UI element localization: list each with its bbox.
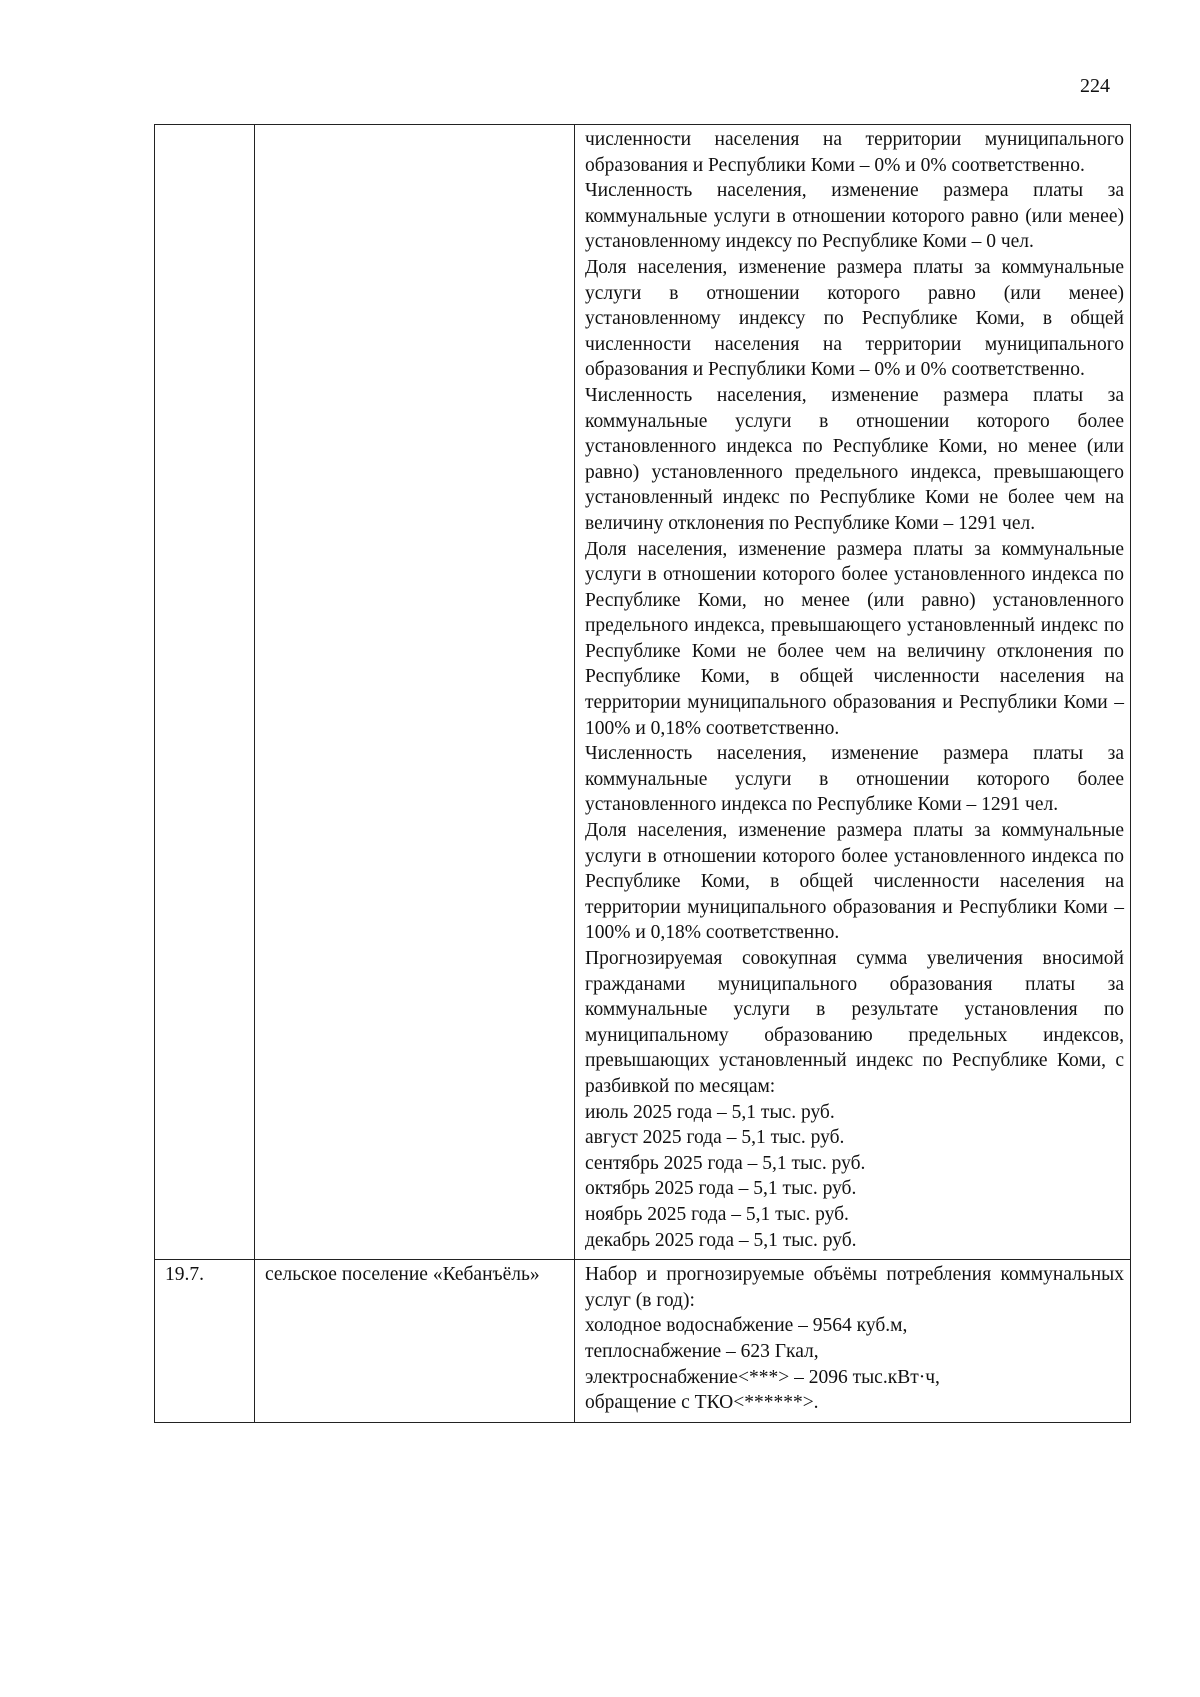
row-number: 19.7. xyxy=(165,1264,204,1286)
description-cell xyxy=(575,125,1131,1260)
description-paragraph: Численность населения, изменение размера платы за коммунальные услуги в отношении которого более установленного индекса по Республике Коми, но менее (или равно) установленного предельного индекса, превышающего установленный индекс по Республике Коми не более чем на величину отклонения по Республике Коми – 1291 чел. xyxy=(585,384,1124,534)
table-row xyxy=(155,1260,1131,1423)
monthly-amount-line: декабрь 2025 года – 5,1 тыс. руб. xyxy=(585,1229,857,1251)
settlement-name: сельское поселение «Кебанъёль» xyxy=(265,1264,540,1286)
monthly-amount-line: август 2025 года – 5,1 тыс. руб. xyxy=(585,1127,845,1149)
settlement-cell xyxy=(255,125,575,1260)
consumption-line: обращение с ТКО<******>. xyxy=(585,1392,819,1414)
page-number: 224 xyxy=(1080,75,1110,97)
consumption-line: холодное водоснабжение – 9564 куб.м, xyxy=(585,1315,908,1337)
description-paragraph: Набор и прогнозируемые объёмы потребления коммунальных услуг (в год): xyxy=(585,1264,1124,1311)
settlement-cell xyxy=(255,1260,575,1423)
table-row xyxy=(155,125,1131,1260)
description-paragraph: Доля населения, изменение размера платы за коммунальные услуги в отношении которого более установленного индекса по Республике Коми, в общей численности населения на территории муниципального образования и Республики Коми – 100% и 0,18% соответственно. xyxy=(585,820,1124,944)
description-paragraph: Доля населения, изменение размера платы за коммунальные услуги в отношении которого равно (или менее) установленному индексу по Республике Коми, в общей численности населения на территории муниципального образования и Республики Коми – 0% и 0% соответственно. xyxy=(585,256,1124,381)
description-paragraph: Численность населения, изменение размера платы за коммунальные услуги в отношении которого равно (или менее) установленному индексу по Республике Коми – 0 чел. xyxy=(585,180,1124,253)
description-cell xyxy=(575,1260,1131,1423)
monthly-amount-line: июль 2025 года – 5,1 тыс. руб. xyxy=(585,1101,835,1123)
row-number-cell xyxy=(155,125,255,1260)
monthly-amount-line: сентябрь 2025 года – 5,1 тыс. руб. xyxy=(585,1152,866,1174)
monthly-amount-line: октябрь 2025 года – 5,1 тыс. руб. xyxy=(585,1178,857,1200)
row-number-cell xyxy=(155,1260,255,1423)
description-paragraph: Доля населения, изменение размера платы за коммунальные услуги в отношении которого более установленного индекса по Республике Коми, но менее (или равно) установленного предельного индекса, превышающего установленный индекс по Республике Коми не более чем на величину отклонения по Республике Коми, в общей численности населения на территории муниципального образования и Республики Коми – 100% и 0,18% соответственно. xyxy=(585,538,1124,739)
description-paragraph: численности населения на территории муниципального образования и Республики Коми – 0% и 0% соответственно. xyxy=(585,129,1124,176)
consumption-line: электроснабжение<***> – 2096 тыс.кВт·ч, xyxy=(585,1366,940,1388)
description-paragraph: Прогнозируемая совокупная сумма увеличения вносимой гражданами муниципального образования платы за коммунальные услуги в результате установления по муниципальному образованию предельных индексов, превышающих установленный индекс по Республике Коми, с разбивкой по месяцам: xyxy=(585,948,1124,1097)
consumption-line: теплоснабжение – 623 Гкал, xyxy=(585,1340,819,1362)
municipal-data-table xyxy=(154,124,1131,1423)
monthly-amount-line: ноябрь 2025 года – 5,1 тыс. руб. xyxy=(585,1203,849,1225)
description-paragraph: Численность населения, изменение размера платы за коммунальные услуги в отношении которого более установленного индекса по Республике Коми – 1291 чел. xyxy=(585,743,1124,816)
